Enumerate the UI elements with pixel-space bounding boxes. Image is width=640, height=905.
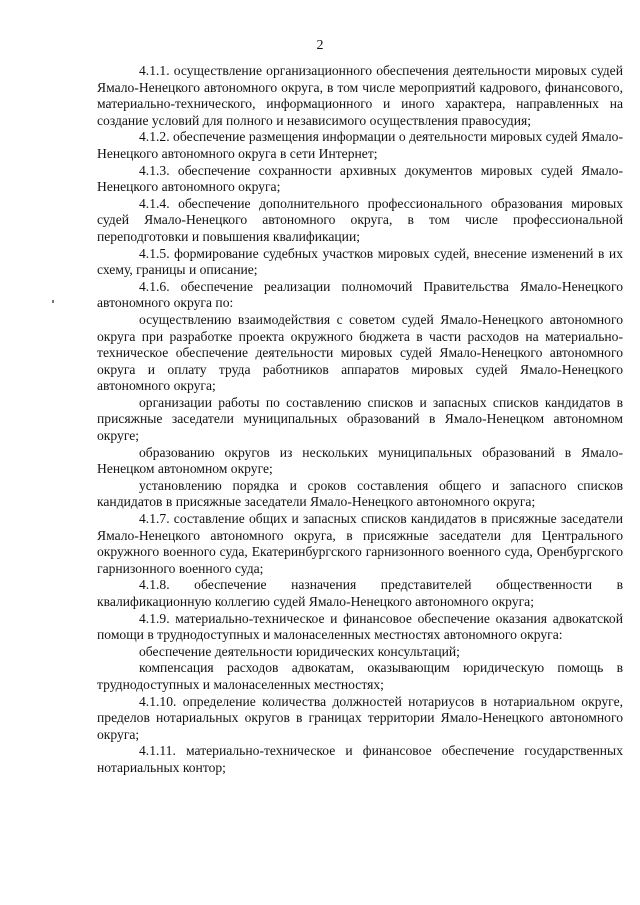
- subparagraph-compensation: компенсация расходов адвокатам, оказывающим юридическую помощь в труднодоступных и малонаселенных местностях;: [97, 660, 623, 692]
- paragraph-4-1-11: 4.1.11. материально-техническое и финансовое обеспечение государственных нотариальных контор;: [97, 743, 623, 775]
- paragraph-4-1-3: 4.1.3. обеспечение сохранности архивных документов мировых судей Ямало-Ненецкого автономного округа;: [97, 162, 623, 195]
- paragraph-4-1-1: 4.1.1. осуществление организационного обеспечения деятельности мировых судей Ямало-Ненецкого автономного округа, в том числе мероприятий кадрового, финансового, материально-технического, информационного и иного характера, направленных на создание условий для полного и независимого осуществления правосудия;: [97, 63, 623, 128]
- paragraph-4-1-5: 4.1.5. формирование судебных участков мировых судей, внесение изменений в их схему, границы и описание;: [97, 245, 623, 278]
- paragraph-4-1-9: 4.1.9. материально-техническое и финансовое обеспечение оказания адвокатской помощи в труднодоступных и малонаселенных местностях автономного округа:: [97, 610, 623, 643]
- paragraph-4-1-2: 4.1.2. обеспечение размещения информации о деятельности мировых судей Ямало-Ненецкого автономного округа в сети Интернет;: [97, 129, 623, 161]
- subparagraph-lists: организации работы по составлению списков и запасных списков кандидатов в присяжные заседатели муниципальных образований в Ямало-Ненецком автономном округе;: [97, 394, 623, 444]
- paragraph-4-1-4: 4.1.4. обеспечение дополнительного профессионального образования мировых судей Ямало-Ненецкого автономного округа, в том числе профессиональной переподготовки и повышения квалификации;: [97, 195, 623, 244]
- document-body: [97, 63, 623, 777]
- paragraph-4-1-6: 4.1.6. обеспечение реализации полномочий Правительства Ямало-Ненецкого автономного округа по:: [97, 278, 623, 311]
- paragraph-4-1-7: 4.1.7. составление общих и запасных списков кандидатов в присяжные заседатели Ямало-Ненецкого автономного округа, в присяжные заседатели для Центрального окружного военного суда, Екатеринбургского гарнизонного военного суда, Оренбургского гарнизонного военного суда;: [97, 511, 623, 576]
- paragraph-4-1-8: 4.1.8. обеспечение назначения представителей общественности в квалификационную коллегию судей Ямало-Ненецкого автономного округа;: [97, 577, 623, 609]
- page-number: 2: [316, 38, 324, 53]
- subparagraph-districts: образованию округов из нескольких муниципальных образований в Ямало-Ненецком автономном округе;: [97, 444, 623, 477]
- paragraph-4-1-10: 4.1.10. определение количества должностей нотариусов в нотариальном округе, пределов нотариальных округов в границах территории Ямало-Ненецкого автономного округа;: [97, 693, 623, 742]
- scan-mark: [52, 300, 54, 303]
- subparagraph-interaction: осуществлению взаимодействия с советом судей Ямало-Ненецкого автономного округа при разработке проекта окружного бюджета в части расходов на материально-техническое обеспечение деятельности мировых судей Ямало-Ненецкого автономного округа и оплату труда работников аппаратов мировых судей Ямало-Ненецкого автономного округа;: [97, 311, 623, 394]
- subparagraph-procedure: установлению порядка и сроков составления общего и запасного списков кандидатов в присяжные заседатели Ямало-Ненецкого автономного округа;: [97, 477, 623, 510]
- subparagraph-consultations: обеспечение деятельности юридических консультаций;: [139, 643, 460, 659]
